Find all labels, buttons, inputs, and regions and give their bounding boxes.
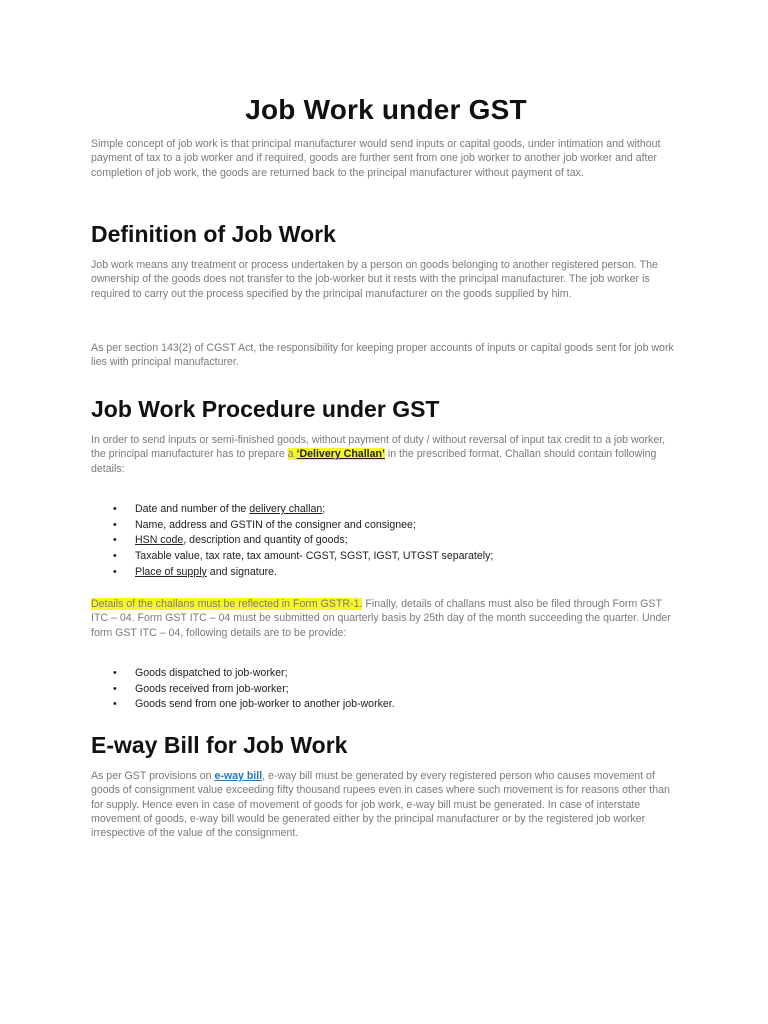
list-item-text: ; [322,503,326,515]
list-item-text: Date and number of the [135,503,250,515]
procedure-heading: Job Work Procedure under GST [91,396,440,422]
delivery-challan-link[interactable]: ‘Delivery Challan’ [296,448,385,461]
definition-paragraph-2: As per section 143(2) of CGST Act, the responsibility for keeping proper accounts of inputs or capital goods sent for job work lies with principal manufacturer. [91,342,674,369]
list-item-text: , description and quantity of goods; [183,534,348,547]
procedure-text-before: In order to send inputs or semi-finished goods, without payment of duty / without reversal of input tax credit to a job worker, the principal manufacturer has to prepare [91,434,666,461]
definition-heading: Definition of Job Work [91,221,336,247]
eway-bill-link[interactable]: e-way bill [214,770,263,782]
itc04-details-list [91,666,681,713]
list-item [91,666,681,682]
list-item [91,682,681,698]
list-item-text: and signature. [206,565,277,578]
list-item [91,533,681,549]
eway-text-after: , e-way bill must be generated by every registered person who causes movement of goods of consignment value exceeding fifty thousand rupees even in cases where such movement is for reasons other than for supply. Hence even in case of movement of goods for job work, e-way bill must be generated. In case of interstate movement of goods, e-way bill would be generated either by the principal manufacturer or by the registered job worker irrespective of the value of the consignment. [91,770,670,840]
intro-paragraph: Simple concept of job work is that principal manufacturer would send inputs or capital goods, under intimation and without payment of tax to a job worker and if required, goods are further sent from one job worker to another job worker and after completion of job work, the goods are returned back to the principal manufacturer without payment of tax. [91,138,661,179]
list-item-text: Goods received from job-worker; [135,682,289,695]
delivery-challan-link-2[interactable]: delivery challan [249,503,323,515]
highlight-a: a [287,448,294,461]
hsn-code-link[interactable]: HSN code [135,534,184,547]
eway-heading: E-way Bill for Job Work [91,732,348,758]
list-item-text: Name, address and GSTIN of the consigner and consignee; [135,518,416,531]
gstr-text-rest: Finally, details of challans must also be filed through Form GST ITC – 04. Form GST ITC – 04 must be submitted on quarterly basis by 25th day of the month succeeding the quarter. Under form GST ITC – 04, following details are to be provide: [91,598,671,639]
list-item [91,697,681,713]
gstr-paragraph [91,597,681,640]
list-item [91,565,681,581]
definition-paragraph-1: Job work means any treatment or process undertaken by a person on goods belonging to another registered person. The ownership of the goods does not transfer to the job-worker but it rests with the principal manufacturer. The job worker is required to carry out the process specified by the principal manufacturer on the goods supplied by him. [91,259,658,300]
list-item [91,549,681,565]
eway-paragraph [91,769,681,840]
procedure-paragraph [91,433,681,476]
challan-details-list [91,502,681,581]
gstr-highlight: Details of the challans must be reflected in Form GSTR-1. [91,598,363,610]
list-item-text: Goods dispatched to job-worker; [135,667,288,679]
procedure-text-after: in the prescribed format. Challan should contain following details: [91,448,657,475]
place-of-supply-link[interactable]: Place of supply [135,565,207,578]
list-item [91,502,681,518]
list-item-text: Goods send from one job-worker to another job-worker. [135,698,395,711]
list-item [91,518,681,534]
list-item-text: Taxable value, tax rate, tax amount- CGST, SGST, IGST, UTGST separately; [135,550,494,563]
eway-text-before: As per GST provisions on [91,770,215,782]
document-title: Job Work under GST [245,94,527,125]
